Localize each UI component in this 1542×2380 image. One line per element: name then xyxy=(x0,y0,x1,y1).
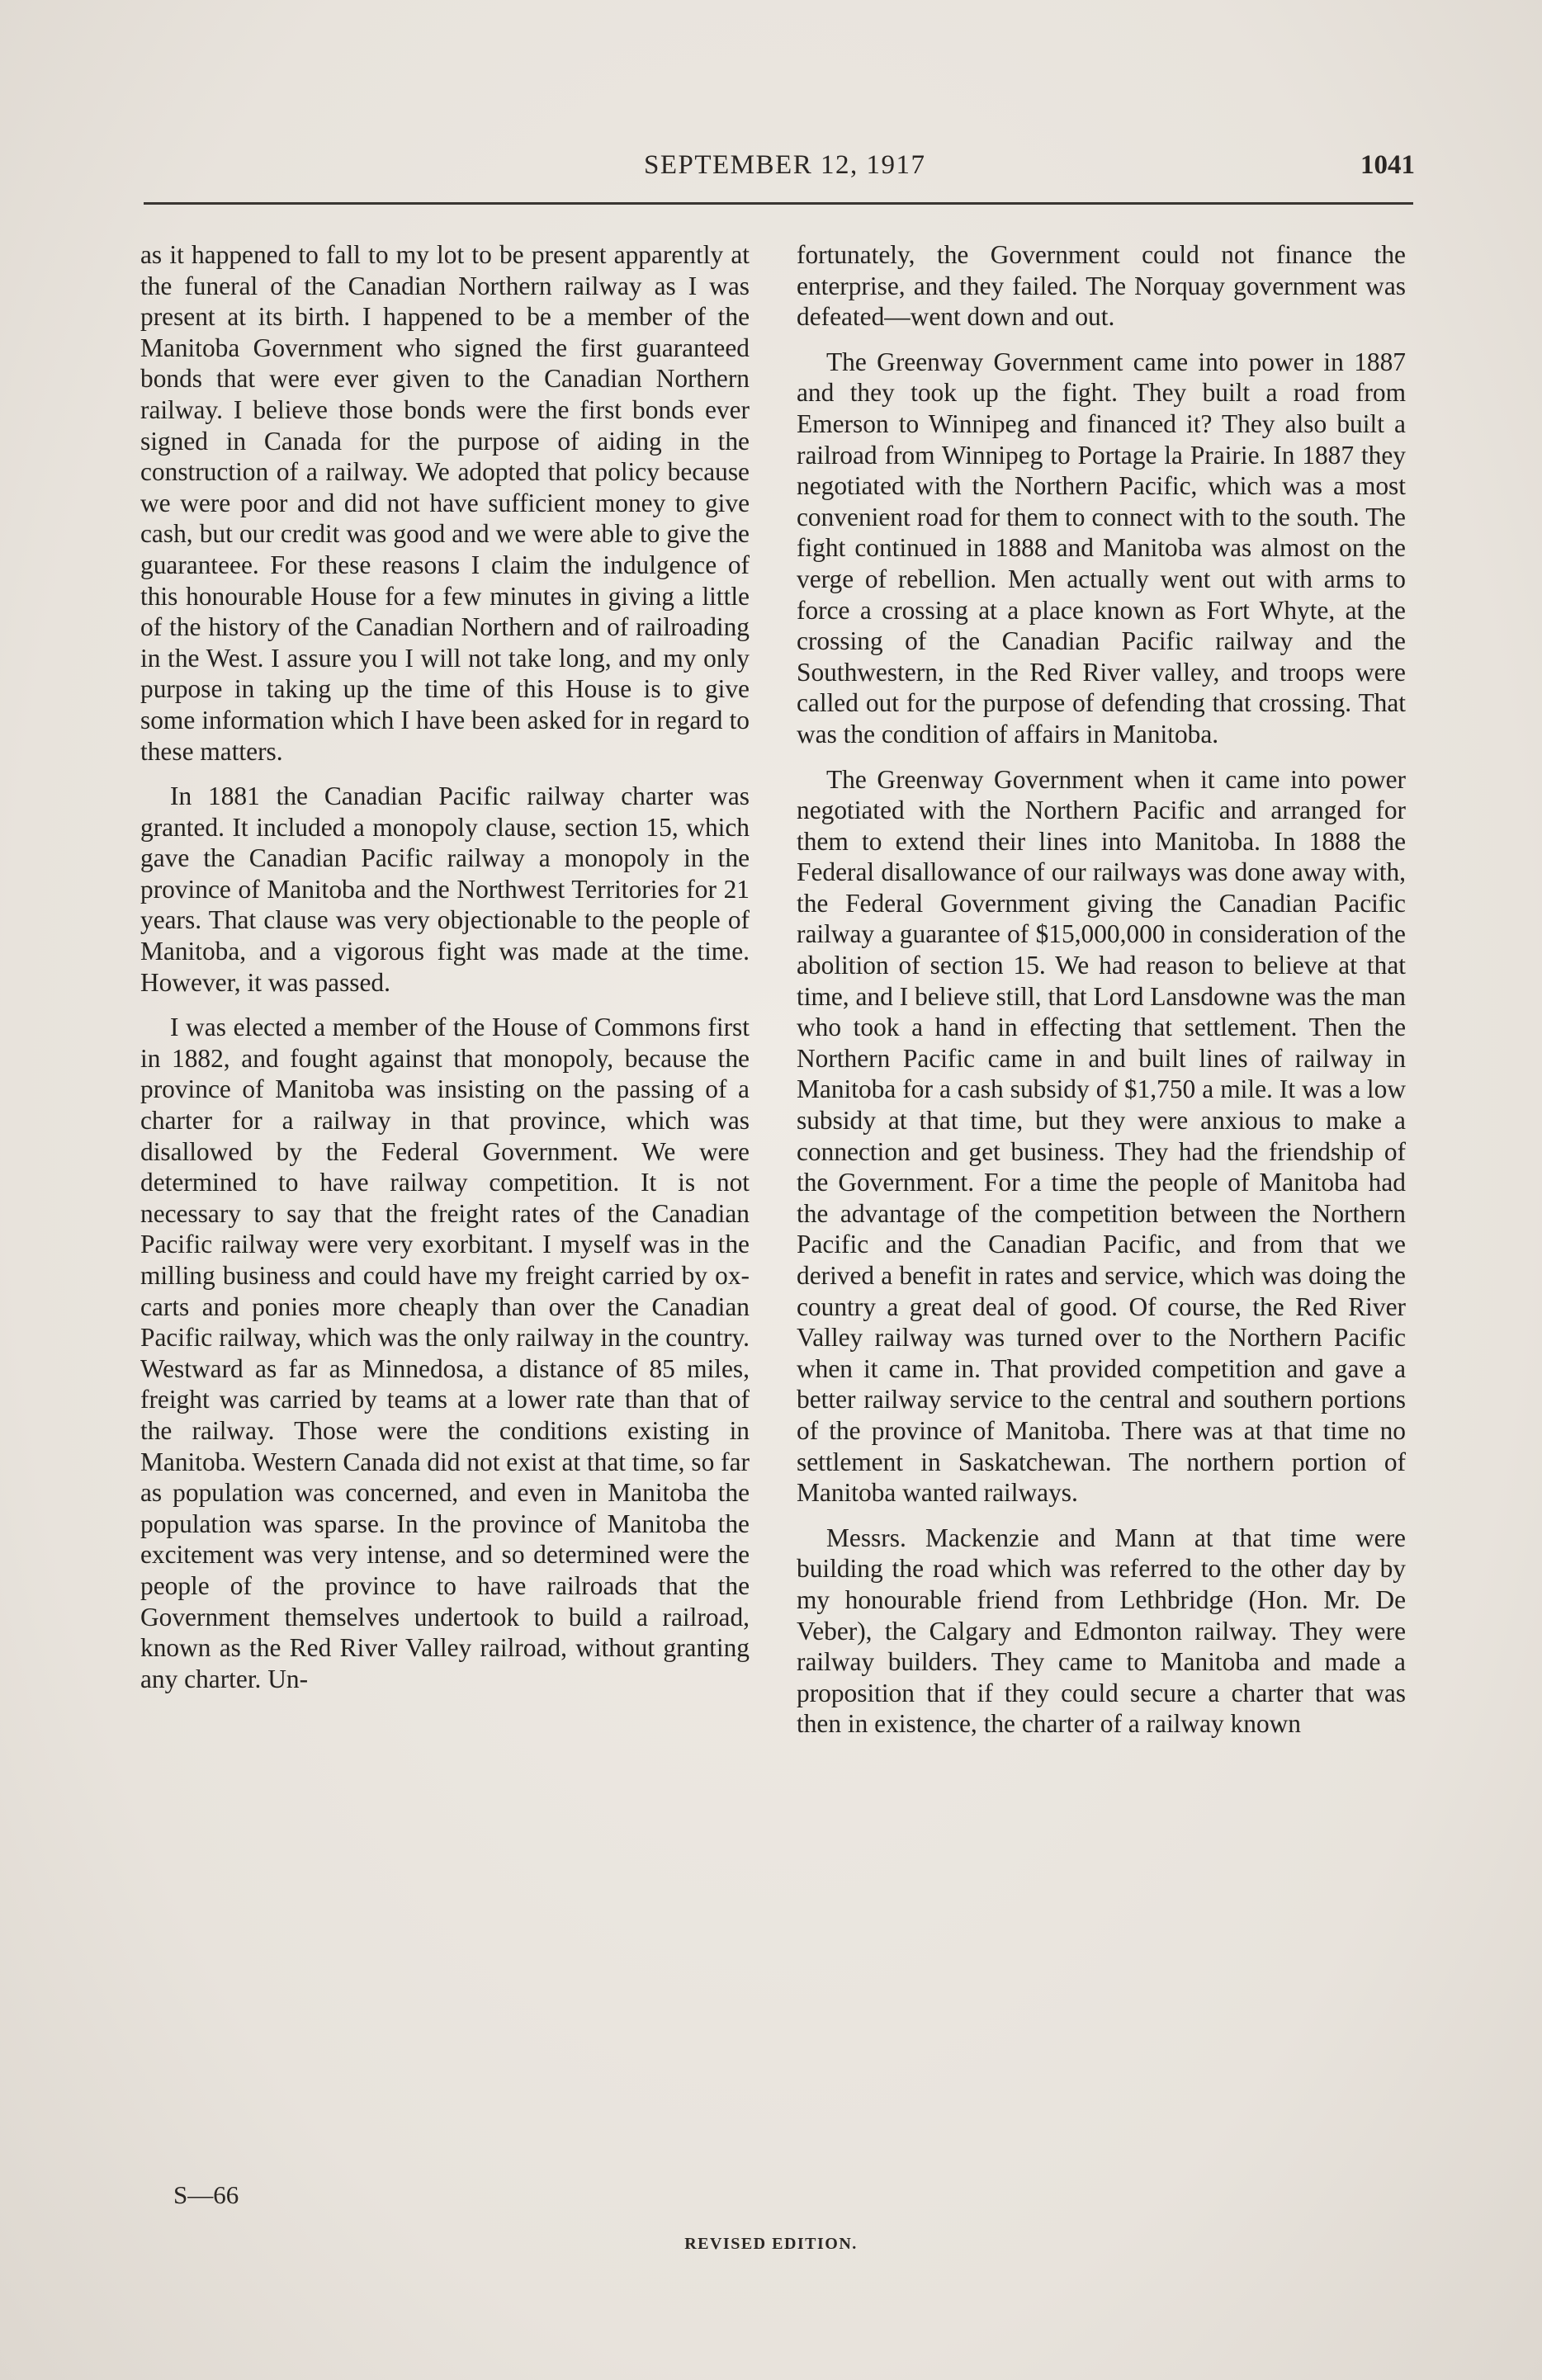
running-head xyxy=(0,150,1542,191)
left-paragraph-3: I was elected a member of the House of Commons first in 1882, and fought against that monopoly, because the province of Manitoba was insisting on the passing of a charter for a railway in that province, which was disallowed by the Federal Government. We were determined to have railway competition. It is not necessary to say that the freight rates of the Canadian Pacific railway were very exorbitant. I myself was in the milling business and could have my freight carried by ox-carts and ponies more cheaply than over the Canadian Pacific railway, which was the only railway in the country. Westward as far as Minnedosa, a distance of 85 miles, freight was carried by teams at a lower rate than that of the railway. Those were the conditions existing in Manitoba. Western Canada did not exist at that time, so far as population was concerned, and even in Manitoba the population was sparse. In the province of Manitoba the excitement was very intense, and so determined were the people of the province to have railroads that the Government themselves undertook to build a railroad, known as the Red River Valley railroad, without granting any charter. Un- xyxy=(140,1013,750,1693)
page-number: 1041 xyxy=(1360,150,1415,180)
right-paragraph-1: fortunately, the Government could not finance the enterprise, and they failed. The Norquay government was defeated—went down and out. xyxy=(797,240,1406,332)
right-column xyxy=(797,239,1406,1754)
header-date: SEPTEMBER 12, 1917 xyxy=(644,150,926,180)
left-paragraph-2: In 1881 the Canadian Pacific railway charter was granted. It included a monopoly clause, section 15, which gave the Canadian Pacific railway a monopoly in the province of Manitoba and the Northwest Territories for 21 years. That clause was very objectionable to the people of Manitoba, and a vigorous fight was made at the time. However, it was passed. xyxy=(140,782,750,997)
left-column xyxy=(140,239,750,1708)
right-paragraph-4: Messrs. Mackenzie and Mann at that time were building the road which was referred to the other day by my honourable friend from Lethbridge (Hon. Mr. De Veber), the Calgary and Edmonton railway. They were railway builders. They came to Manitoba and made a proposition that if they could secure a charter that was then in existence, the charter of a railway known xyxy=(797,1523,1406,1739)
header-rule xyxy=(144,202,1413,205)
right-paragraph-3: The Greenway Government when it came into power negotiated with the Northern Pacific and arranged for them to extend their lines into Manitoba. In 1888 the Federal disallowance of our railways was done away with, the Federal Government giving the Canadian Pacific railway a guarantee of $15,000,000 in consideration of the abolition of section 15. We had reason to believe at that time, and I believe still, that Lord Lansdowne was the man who took a hand in effecting that settlement. Then the Northern Pacific came in and built lines of railway in Manitoba for a cash subsidy of $1,750 a mile. It was a low subsidy at that time, but they were anxious to make a connection and get business. They had the friendship of the Government. For a time the people of Manitoba had the advantage of the competition between the Northern Pacific and the Canadian Pacific, and from that we derived a benefit in rates and service, which was doing the country a great deal of good. Of course, the Red River Valley railway was turned over to the Northern Pacific when it came in. That provided competition and gave a better railway service to the central and southern portions of the province of Manitoba. There was at that time no settlement in Saskatchewan. The northern portion of Manitoba wanted railways. xyxy=(797,764,1406,1508)
edition-label: REVISED EDITION. xyxy=(684,2235,858,2253)
left-paragraph-1: as it happened to fall to my lot to be present apparently at the funeral of the Canadian Northern railway as I was present at its birth. I happened to be a member of the Manitoba Government who signed the first guaranteed bonds that were ever given to the Canadian Northern railway. I believe those bonds were the first bonds ever signed in Canada for the purpose of aiding in the construction of a railway. We adopted that policy because we were poor and did not have sufficient money to give cash, but our credit was good and we were able to give the guaranteee. For these reasons I claim the indulgence of this honourable House for a few minutes in giving a little of the history of the Canadian Northern and of railroading in the West. I assure you I will not take long, and my only purpose in taking up the time of this House is to give some information which I have been asked for in regard to these matters. xyxy=(140,240,750,766)
printer-signature-mark: S—66 xyxy=(173,2180,239,2209)
right-paragraph-2: The Greenway Government came into power in 1887 and they took up the fight. They built a road from Emerson to Winnipeg and financed it? They also built a railroad from Winnipeg to Portage la Prairie. In 1887 they negotiated with the Northern Pacific, which was a most convenient road for them to connect with to the south. The fight continued in 1888 and Manitoba was almost on the verge of rebellion. Men actually went out with arms to force a crossing at a place known as Fort Whyte, at the crossing of the Canadian Pacific railway and the Southwestern, in the Red River valley, and troops were called out for the purpose of defending that crossing. That was the condition of affairs in Manitoba. xyxy=(797,347,1406,748)
